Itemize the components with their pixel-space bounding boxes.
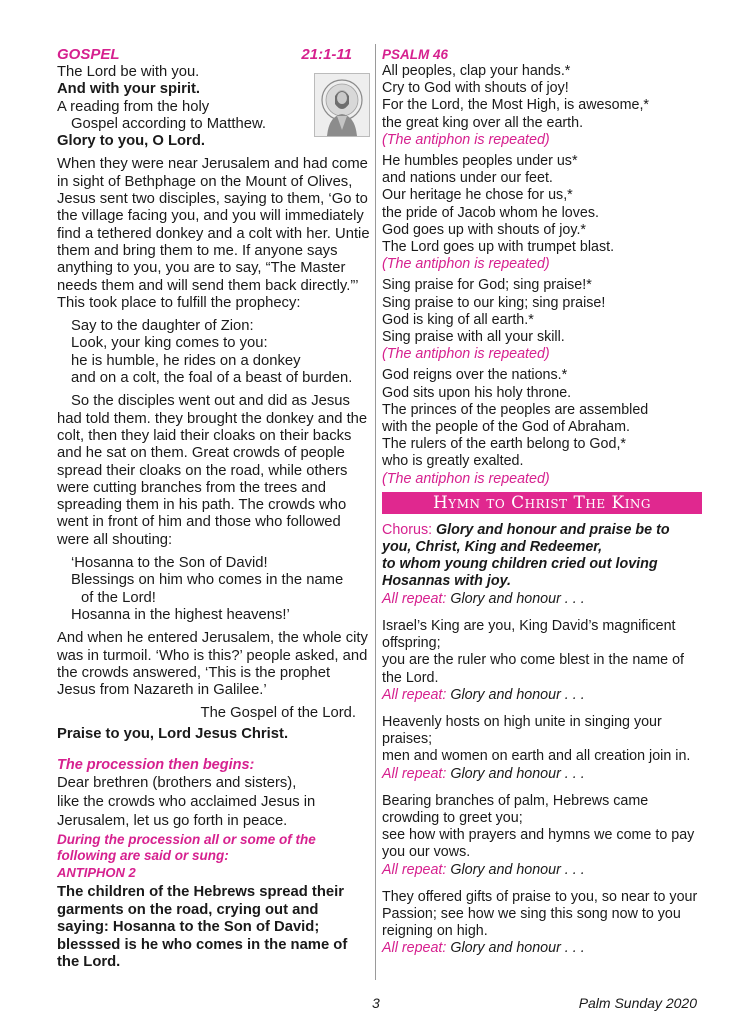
- hosanna-quote: [57, 555, 370, 624]
- gospel-header: [57, 46, 370, 64]
- antiphon-repeated-note: (The antiphon is repeated): [382, 470, 550, 487]
- psalm-line: with the people of the God of Abraham.: [382, 419, 630, 436]
- christ-portrait-icon: [315, 74, 369, 136]
- verse-line: Heavenly hosts on high unite in singing your: [382, 713, 662, 730]
- verse-line: Israel’s King are you, King David’s magnificent: [382, 617, 676, 634]
- chorus-label: Chorus:: [382, 521, 433, 538]
- hosanna-line: Blessings on him who comes in the name: [71, 572, 344, 589]
- gospel-response: And with your spirit.: [57, 81, 201, 98]
- antiphon-text: The children of the Hebrews spread their garments on the road, crying out and saying: Hosanna to the Son of David; blesssed is he who comes in the name of the Lord.: [57, 883, 348, 971]
- gospel-body-3: And when he entered Jerusalem, the whole city was in turmoil. ‘Who is this?’ people asked, and the crowds answered, ‘This is the prophet Jesus from Nazareth in Galilee.’: [57, 630, 368, 699]
- psalm-stanza: [382, 277, 702, 346]
- hosanna-line: ‘Hosanna to the Son of David!: [71, 555, 268, 572]
- prophecy-line: Look, your king comes to you:: [71, 335, 268, 352]
- psalm-line: the pride of Jacob whom he loves.: [382, 204, 599, 221]
- footer-title: Palm Sunday 2020: [578, 995, 697, 1011]
- hymn-title-banner: Hymn to Christ The King: [382, 492, 702, 514]
- gospel-title: GOSPEL: [57, 46, 120, 63]
- reading-intro-line-1: A reading from the holy: [57, 98, 210, 115]
- psalm-line: Our heritage he chose for us,*: [382, 187, 573, 204]
- reading-intro-line-2: Gospel according to Matthew.: [71, 115, 266, 132]
- prophecy-line: he is humble, he rides on a donkey: [71, 352, 301, 369]
- antiphon-label: ANTIPHON 2: [57, 864, 136, 880]
- verse-line: reigning on high.: [382, 923, 488, 940]
- antiphon-repeated-note: (The antiphon is repeated): [382, 346, 550, 363]
- psalm-line: Cry to God with shouts of joy!: [382, 80, 569, 97]
- verse-line: see how with prayers and hymns we come to pay: [382, 827, 695, 844]
- verse-line: Passion; see how we sing this song now to you: [382, 905, 681, 922]
- psalm-line: Sing praise for God; sing praise!*: [382, 277, 592, 294]
- prophecy-quote: [57, 318, 370, 387]
- chorus-line: Glory and honour and praise be to: [436, 521, 670, 538]
- psalm-stanza: [382, 153, 702, 256]
- procession-text-line: Dear brethren (brothers and sisters),: [57, 774, 297, 791]
- chorus-line: Hosannas with joy.: [382, 573, 511, 590]
- procession-text-line: Jerusalem, let us go forth in peace.: [57, 812, 288, 829]
- all-repeat-line: All repeat: Glory and honour . . .: [382, 861, 585, 878]
- procession-text-line: like the crowds who acclaimed Jesus in: [57, 793, 316, 810]
- all-repeat-line: All repeat: Glory and honour . . .: [382, 940, 585, 957]
- verse-line: crowding to greet you;: [382, 809, 523, 826]
- verse-line: offspring;: [382, 635, 441, 652]
- psalm-line: and nations under our feet.: [382, 170, 553, 187]
- psalm-line: The rulers of the earth belong to God,*: [382, 436, 626, 453]
- verse-line: the Lord.: [382, 669, 439, 686]
- verse-line: Bearing branches of palm, Hebrews came: [382, 792, 649, 809]
- left-column: [57, 46, 370, 972]
- all-repeat-line: All repeat: Glory and honour . . .: [382, 765, 585, 782]
- hymn-verse: [382, 889, 702, 958]
- all-repeat-line: All repeat: Glory and honour . . .: [382, 686, 585, 703]
- hymn-verse: [382, 714, 702, 783]
- psalm-line: The Lord goes up with trumpet blast.: [382, 239, 615, 256]
- all-repeat-line: All repeat: Glory and honour . . .: [382, 590, 585, 607]
- psalm-line: Sing praise with all your skill.: [382, 329, 565, 346]
- procession-rubric: The procession then begins:: [57, 756, 255, 773]
- gospel-praise-response: Praise to you, Lord Jesus Christ.: [57, 725, 289, 742]
- chorus-line: you, Christ, King and Redeemer,: [382, 539, 603, 556]
- verse-line: you our vows.: [382, 844, 471, 861]
- hosanna-line: of the Lord!: [81, 589, 156, 606]
- psalm-line: God is king of all earth.*: [382, 311, 534, 328]
- psalm-line: For the Lord, the Most High, is awesome,*: [382, 97, 649, 114]
- hymn-verse: [382, 793, 702, 879]
- glory-response: Glory to you, O Lord.: [57, 133, 205, 150]
- psalm-line: God sits upon his holy throne.: [382, 384, 572, 401]
- procession-rubric-2: During the procession all or some of the following are said or sung:: [57, 831, 316, 864]
- gospel-body-2: So the disciples went out and did as Jesus had told them. they brought the donkey and the colt, then they laid their cloaks on their backs and he sat on them. Great crowds of people spread their cloaks on the road, while others were cutting branches from the trees and spreading them in his path. The crowds who went in front of him and those who followed were all shouting:: [57, 393, 368, 548]
- page-number: 3: [372, 995, 380, 1011]
- verse-line: men and women on earth and all creation join in.: [382, 748, 691, 765]
- psalm-stanza: [382, 367, 702, 470]
- psalm-line: Sing praise to our king; sing praise!: [382, 294, 606, 311]
- psalm-stanza: [382, 63, 702, 132]
- hosanna-line: Hosanna in the highest heavens!’: [71, 606, 290, 623]
- psalm-line: The princes of the peoples are assembled: [382, 401, 649, 418]
- verse-line: They offered gifts of praise to you, so near to your: [382, 888, 698, 905]
- psalm-title: PSALM 46: [382, 47, 449, 62]
- hymn-verse: [382, 618, 702, 704]
- christ-icon-image: [314, 73, 370, 137]
- gospel-greeting: The Lord be with you.: [57, 64, 200, 80]
- psalm-line: who is greatly exalted.: [382, 453, 524, 470]
- chorus-line: to whom young children cried out loving: [382, 556, 658, 573]
- verse-line: you are the ruler who come blest in the name of: [382, 652, 684, 669]
- psalm-line: All peoples, clap your hands.*: [382, 63, 571, 79]
- gospel-reference: 21:1-11: [301, 46, 352, 63]
- gospel-body-1: When they were near Jerusalem and had come in sight of Bethphage on the Mount of Olives, Jesus sent two disciples, saying to them, ‘Go to the village facing you, and you will immediately find a tethered donkey and a colt with her. Untie them and bring them to me. If anyone says anything to you, you are to say, “The Master needs them and will send them back directly.”’ This took place to fulfill the prophecy:: [57, 156, 370, 311]
- hymn-chorus: [382, 522, 702, 608]
- gospel-closing: The Gospel of the Lord.: [200, 705, 356, 722]
- psalm-line: God goes up with shouts of joy.*: [382, 221, 586, 238]
- psalm-line: God reigns over the nations.*: [382, 367, 568, 384]
- psalm-line: He humbles peoples under us*: [382, 153, 578, 170]
- antiphon-repeated-note: (The antiphon is repeated): [382, 256, 550, 273]
- prophecy-line: and on a colt, the foal of a beast of burden.: [71, 370, 353, 387]
- verse-line: praises;: [382, 731, 433, 748]
- psalm-line: the great king over all the earth.: [382, 114, 584, 131]
- right-column: [382, 46, 702, 958]
- prophecy-line: Say to the daughter of Zion:: [71, 318, 254, 335]
- antiphon-repeated-note: (The antiphon is repeated): [382, 131, 550, 148]
- column-divider: [375, 44, 376, 980]
